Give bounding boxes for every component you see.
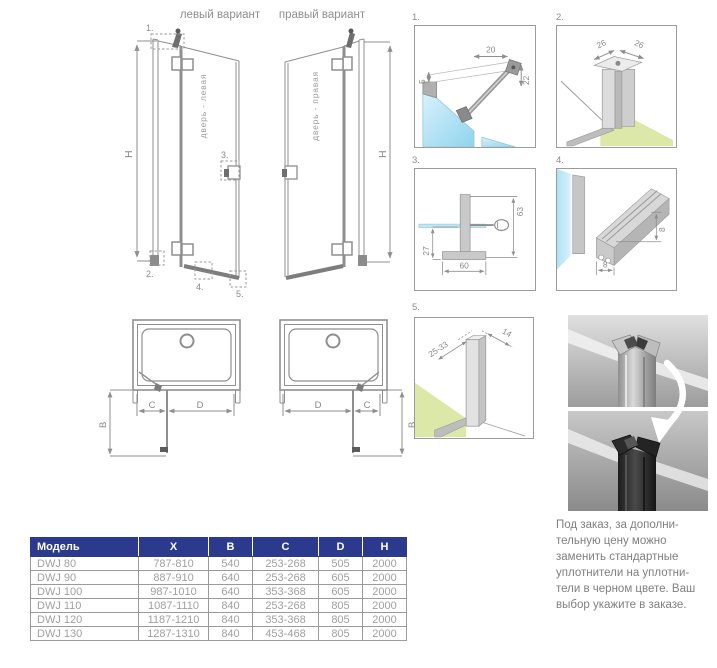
cell-c: 253-268 bbox=[253, 571, 319, 585]
right-door-drawing bbox=[282, 29, 390, 279]
cell-d: 805 bbox=[319, 613, 363, 627]
table-row bbox=[31, 557, 407, 571]
cell-b: 840 bbox=[209, 599, 253, 613]
seal-photo-standard bbox=[568, 315, 708, 407]
hinge-icon bbox=[343, 242, 352, 255]
dim-d-left: D bbox=[196, 400, 204, 411]
dim-c-left: C bbox=[148, 400, 156, 411]
seal-note-line: Под заказ, за дополни- bbox=[556, 519, 679, 531]
detail-4-number: 4. bbox=[556, 155, 564, 166]
dim-d-right: D bbox=[314, 400, 322, 411]
dim-26-left: 26 bbox=[594, 37, 608, 51]
cell-b: 840 bbox=[209, 613, 253, 627]
cell-model: DWJ 120 bbox=[31, 613, 139, 627]
callout-3: 3. bbox=[221, 150, 229, 160]
dim-8-vertical: 8 bbox=[657, 227, 668, 232]
cell-x: 787-810 bbox=[139, 557, 209, 571]
dim-b-left: B bbox=[98, 421, 109, 428]
wall-profile-front bbox=[602, 69, 615, 128]
seal-note-line: выбор укажите в заказе. bbox=[556, 599, 687, 611]
size-table bbox=[30, 537, 407, 641]
right-door-label: дверь - правая bbox=[310, 71, 320, 141]
cell-h: 2000 bbox=[363, 557, 407, 571]
h-dim-label-left: H bbox=[123, 150, 135, 158]
dim-c-right: C bbox=[363, 400, 371, 411]
detail-5-number: 5. bbox=[412, 302, 420, 313]
glass-panel bbox=[557, 169, 571, 269]
detail-3-box bbox=[414, 168, 536, 291]
cell-h: 2000 bbox=[363, 613, 407, 627]
cell-c: 353-368 bbox=[253, 613, 319, 627]
wall-post-front bbox=[466, 340, 479, 427]
left-door-label: дверь - левая bbox=[198, 73, 208, 139]
dim-60: 60 bbox=[459, 260, 469, 271]
table-row bbox=[31, 613, 407, 627]
dim-63: 63 bbox=[515, 206, 526, 217]
detail-1-box bbox=[414, 25, 536, 148]
seal-note-line: тели в черном цвете. Ваш bbox=[556, 583, 696, 595]
dim-26-right: 26 bbox=[632, 37, 646, 51]
cell-d: 605 bbox=[319, 571, 363, 585]
dim-22: 22 bbox=[521, 75, 532, 86]
knob-icon bbox=[495, 220, 509, 231]
wall-profile-side bbox=[622, 69, 635, 126]
hinge-icon bbox=[343, 57, 352, 70]
glass-panel bbox=[482, 137, 515, 147]
cell-h: 2000 bbox=[363, 627, 407, 641]
h-dim-label-right: H bbox=[377, 150, 389, 158]
dim-5: 5 bbox=[416, 79, 427, 85]
dim-25-33: 25-33 bbox=[426, 338, 450, 360]
cell-c: 353-368 bbox=[253, 585, 319, 599]
col-header-c: C bbox=[253, 538, 319, 557]
dim-8-horizontal: 8 bbox=[602, 259, 608, 270]
cell-b: 540 bbox=[209, 557, 253, 571]
callout-4: 4. bbox=[196, 282, 204, 292]
table-row bbox=[31, 571, 407, 585]
cell-h: 2000 bbox=[363, 599, 407, 613]
detail-3-number: 3. bbox=[412, 155, 420, 166]
seal-note bbox=[556, 517, 712, 613]
right-variant-title: правый вариант bbox=[278, 9, 366, 21]
wall-bracket-icon bbox=[346, 32, 355, 48]
detail-1-number: 1. bbox=[412, 12, 420, 23]
table-header-row bbox=[31, 538, 407, 557]
drain-icon bbox=[327, 335, 340, 348]
cell-c: 253-268 bbox=[253, 557, 319, 571]
dim-b-right: B bbox=[407, 421, 418, 428]
detail-2-number: 2. bbox=[556, 12, 564, 23]
detail-5-box bbox=[414, 317, 534, 439]
callout-5: 5. bbox=[236, 289, 244, 299]
wall-post-side bbox=[479, 336, 486, 426]
cell-b: 640 bbox=[209, 585, 253, 599]
detail-4-box bbox=[556, 168, 677, 291]
cell-x: 1187-1210 bbox=[139, 613, 209, 627]
cell-model: DWJ 100 bbox=[31, 585, 139, 599]
door-profile bbox=[573, 175, 585, 254]
seal-note-line: уплотнители на уплотни- bbox=[556, 567, 690, 579]
door-elevation-diagrams bbox=[0, 0, 410, 300]
cell-d: 505 bbox=[319, 557, 363, 571]
hinge-icon bbox=[172, 57, 181, 70]
handle-icon bbox=[228, 166, 240, 179]
cell-h: 2000 bbox=[363, 571, 407, 585]
cell-b: 840 bbox=[209, 627, 253, 641]
col-header-h: H bbox=[363, 538, 407, 557]
left-variant-title: левый вариант bbox=[179, 9, 261, 21]
drain-icon bbox=[181, 335, 194, 348]
cell-x: 1287-1310 bbox=[139, 627, 209, 641]
col-header-model: Модель bbox=[31, 538, 139, 557]
hinge-icon bbox=[172, 242, 181, 255]
table-row bbox=[31, 585, 407, 599]
glass-edge bbox=[561, 81, 602, 120]
cell-d: 805 bbox=[319, 599, 363, 613]
table-row bbox=[31, 599, 407, 613]
cell-c: 453-468 bbox=[253, 627, 319, 641]
table-row bbox=[31, 627, 407, 641]
dim-20: 20 bbox=[486, 44, 496, 55]
cell-model: DWJ 80 bbox=[31, 557, 139, 571]
mount-plate bbox=[460, 195, 470, 256]
callout-1: 1. bbox=[146, 23, 154, 33]
callout-2: 2. bbox=[146, 269, 154, 279]
cell-model: DWJ 90 bbox=[31, 571, 139, 585]
seal-profile bbox=[618, 445, 656, 511]
detail-2-box bbox=[556, 25, 677, 148]
seal-photo-black bbox=[568, 411, 708, 511]
cell-b: 640 bbox=[209, 571, 253, 585]
base-plate bbox=[443, 252, 486, 260]
left-tray-plan bbox=[98, 320, 240, 456]
cell-x: 987-1010 bbox=[139, 585, 209, 599]
cell-model: DWJ 130 bbox=[31, 627, 139, 641]
cell-d: 805 bbox=[319, 627, 363, 641]
cell-x: 1087-1110 bbox=[139, 599, 209, 613]
col-header-b: B bbox=[209, 538, 253, 557]
col-header-d: D bbox=[319, 538, 363, 557]
cell-d: 605 bbox=[319, 585, 363, 599]
seal-note-line: заменить стандартные bbox=[556, 551, 679, 563]
cell-c: 253-268 bbox=[253, 599, 319, 613]
dim-27: 27 bbox=[420, 246, 431, 256]
tray-plan-diagrams bbox=[90, 300, 420, 500]
cell-model: DWJ 110 bbox=[31, 599, 139, 613]
dim-14: 14 bbox=[500, 325, 514, 340]
cell-h: 2000 bbox=[363, 585, 407, 599]
right-tray-plan bbox=[280, 320, 418, 456]
col-header-x: X bbox=[139, 538, 209, 557]
cell-x: 887-910 bbox=[139, 571, 209, 585]
left-door-drawing bbox=[123, 23, 246, 299]
seal-note-line: тельную цену можно bbox=[556, 535, 667, 547]
